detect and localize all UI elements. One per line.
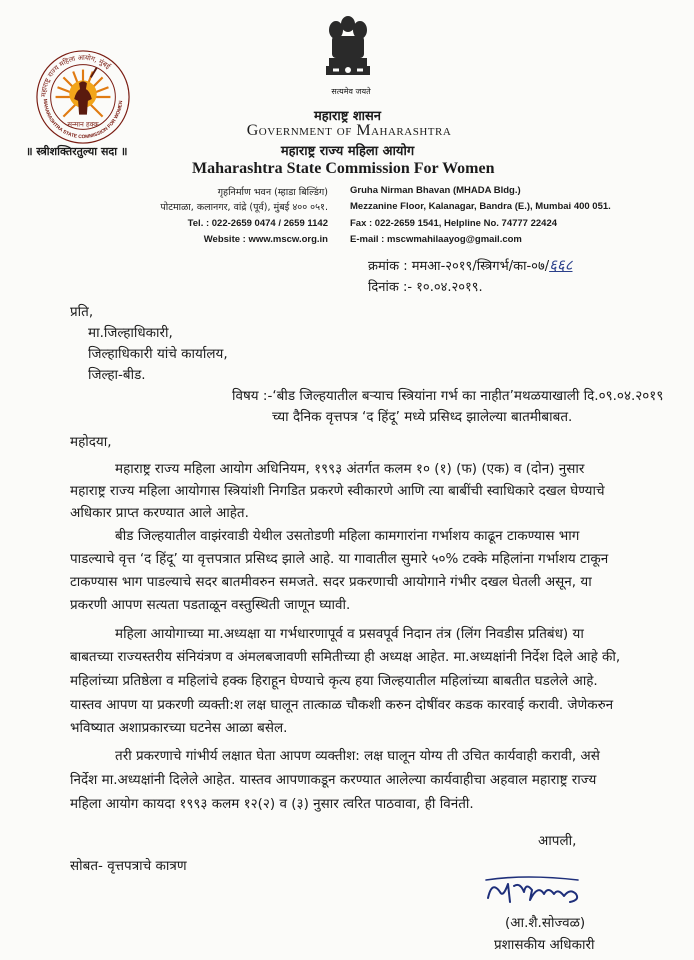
- reference-number-handwritten: ६६८: [549, 256, 573, 274]
- subject-line: च्या दैनिक वृत्तपत्र ‘द हिंदू’ मध्ये प्रसिध्द झालेल्या बातमीबाबत.: [272, 409, 573, 425]
- commission-name-hindi: महाराष्ट्र राज्य महिला आयोग: [280, 144, 415, 159]
- phone-line: Tel. : 022-2659 0474 / 2659 1142: [187, 218, 328, 229]
- enclosure-note: सोबत- वृत्तपत्राचे कात्रण: [70, 858, 187, 874]
- address-hindi-line: गृहनिर्माण भवन (म्हाडा बिल्डिंग): [217, 187, 328, 198]
- logo-ring-text-en: MAHARASHTRA STATE COMMISSION FOR WOMEN: [41, 98, 125, 141]
- national-emblem: [317, 10, 379, 92]
- signatory-name: (आ.शै.सोज्वळ): [505, 915, 586, 931]
- addressee-line: मा.जिल्हाधिकारी,: [88, 325, 173, 341]
- website-line: Website : www.mscw.org.in: [203, 234, 328, 245]
- address-hindi-line: पोटमाळा, कलानगर, वांद्रे (पूर्व), मुंबई ४०० ०५१.: [160, 202, 328, 213]
- paragraph-line: भविष्यात अशाप्रकारच्या घटनेस आळा बसेल.: [70, 720, 288, 736]
- paragraph-line: टाकण्यास भाग पाडल्याचे सदर बातमीवरुन समजते. सदर प्रकरणाची आयोगाने गंभीर दखल घेतली असून, या: [70, 574, 592, 590]
- signature-image: [482, 872, 602, 910]
- addressee-line: जिल्हा-बीड.: [88, 367, 146, 383]
- addressee-line: जिल्हाधिकारी यांचे कार्यालय,: [88, 346, 228, 362]
- paragraph-line: तरी प्रकरणाचे गांभीर्य लक्षात घेता आपण व्यक्तीश: लक्ष घालून योग्य ती उचित कार्यवाही करावी, असे: [115, 748, 600, 764]
- signatory-designation: प्रशासकीय अधिकारी: [494, 937, 595, 953]
- government-name-english: Government of Maharashtra: [246, 122, 452, 139]
- letter-date: दिनांक :- १०.०४.२०१९.: [368, 280, 483, 295]
- paragraph-line: महिलांच्या प्रतिष्ठेला व महिलांचे हक्क हिराहून घेण्याचे कृत्य हया जिल्हयातील महिलांच्या बाबतीत घडलेले आहे.: [70, 673, 598, 689]
- reference-number: [368, 255, 573, 275]
- subject-line: विषय :-‘बीड जिल्हयातील बऱ्याच स्त्रियांना गर्भ का नाहीत’मथळयाखाली दि.०९.०४.२०१९: [232, 388, 664, 404]
- addressee-line: प्रति,: [70, 304, 94, 320]
- fax-line: Fax : 022-2659 1541, Helpline No. 74777 22424: [350, 218, 558, 229]
- email-line: E-mail : mscwmahilaayog@gmail.com: [350, 234, 522, 245]
- reference-number-text: क्रमांक : ममआ-२०१९/स्त्रिगर्भ/का-०७/: [368, 259, 550, 274]
- paragraph-line: महाराष्ट्र राज्य महिला आयोगास स्त्रियांशी निगडित प्रकरणे स्वीकारणे आणि त्या बाबींची स्वाधिकारे दखल घेण्याचे: [70, 483, 605, 499]
- commission-motto: ॥ स्त्रीशक्तिरतुल्या सदा ॥: [26, 145, 128, 158]
- salutation: महोदया,: [70, 434, 112, 450]
- paragraph-line: महिला आयोगाच्या मा.अध्यक्षा या गर्भधारणापूर्व व प्रसवपूर्व निदान तंत्र (लिंग निवडीस प्रतिबंध) या: [115, 626, 584, 642]
- address-english-line: Mezzanine Floor, Kalanagar, Bandra (E.), Mumbai 400 051.: [350, 201, 611, 212]
- closing-yours: आपली,: [538, 833, 577, 849]
- paragraph-line: बाबतच्या राज्यस्तरीय संनियंत्रण व अंमलबजावणी समितीच्या ही अध्यक्ष आहेत. मा.अध्यक्षांनी निर्देश दिले आहे की,: [70, 649, 621, 665]
- paragraph-line: पाडल्याचे वृत्त ‘द हिंदू’ या वृत्तपत्रात प्रसिध्द झाले आहे. या गावातील सुमारे ५०% टक्के महिलांना गर्भाशय टाकून: [70, 551, 609, 567]
- commission-name-english: Maharashtra State Commission For Women: [192, 160, 495, 177]
- logo-ring-text: महाराष्ट्र राज्य महिला आयोग, मुंबई: [39, 53, 112, 98]
- paragraph-line: बीड जिल्हयातील वाझंरवाडी येथील उसतोडणी महिला कामगारांना गर्भाशय काढून टाकण्यास भाग: [115, 528, 580, 544]
- paragraph-line: यास्तव आपण या प्रकरणी व्यक्ती:श लक्ष घालून तात्काळ चौकशी करुन दोषींवर कडक कारवाई करावी. जेणेकरुन: [70, 697, 614, 713]
- logo-center-text: सन्मान हक्क: [67, 120, 99, 129]
- paragraph-line: महाराष्ट्र राज्य महिला आयोग अधिनियम, १९९३ अंतर्गत कलम १० (१) (फ) (एक) व (दोन) नुसार: [115, 461, 585, 477]
- paragraph-line: अधिकार प्राप्त करण्यात आले आहेत.: [70, 505, 249, 521]
- paragraph-line: महिला आयोग कायदा १९९३ कलम १२(२) व (३) नुसार त्वरित पाठवावा, ही विनंती.: [70, 796, 474, 812]
- paragraph-line: निर्देश मा.अध्यक्षांनी दिलेले आहेत. यास्तव आपणाकडून करण्यात आलेल्या कार्यवाहीचा अहवाल महाराष्ट्र राज्य: [70, 772, 597, 788]
- government-name-hindi: महाराष्ट्र शासन: [313, 109, 382, 124]
- paragraph-line: प्रकरणी आपण सत्यता पडताळून वस्तुस्थिती जाणून घ्यावी.: [70, 597, 351, 613]
- address-english-line: Gruha Nirman Bhavan (MHADA Bldg.): [350, 185, 521, 196]
- emblem-motto: सत्यमेव जयते: [331, 87, 371, 96]
- commission-logo: [34, 48, 132, 146]
